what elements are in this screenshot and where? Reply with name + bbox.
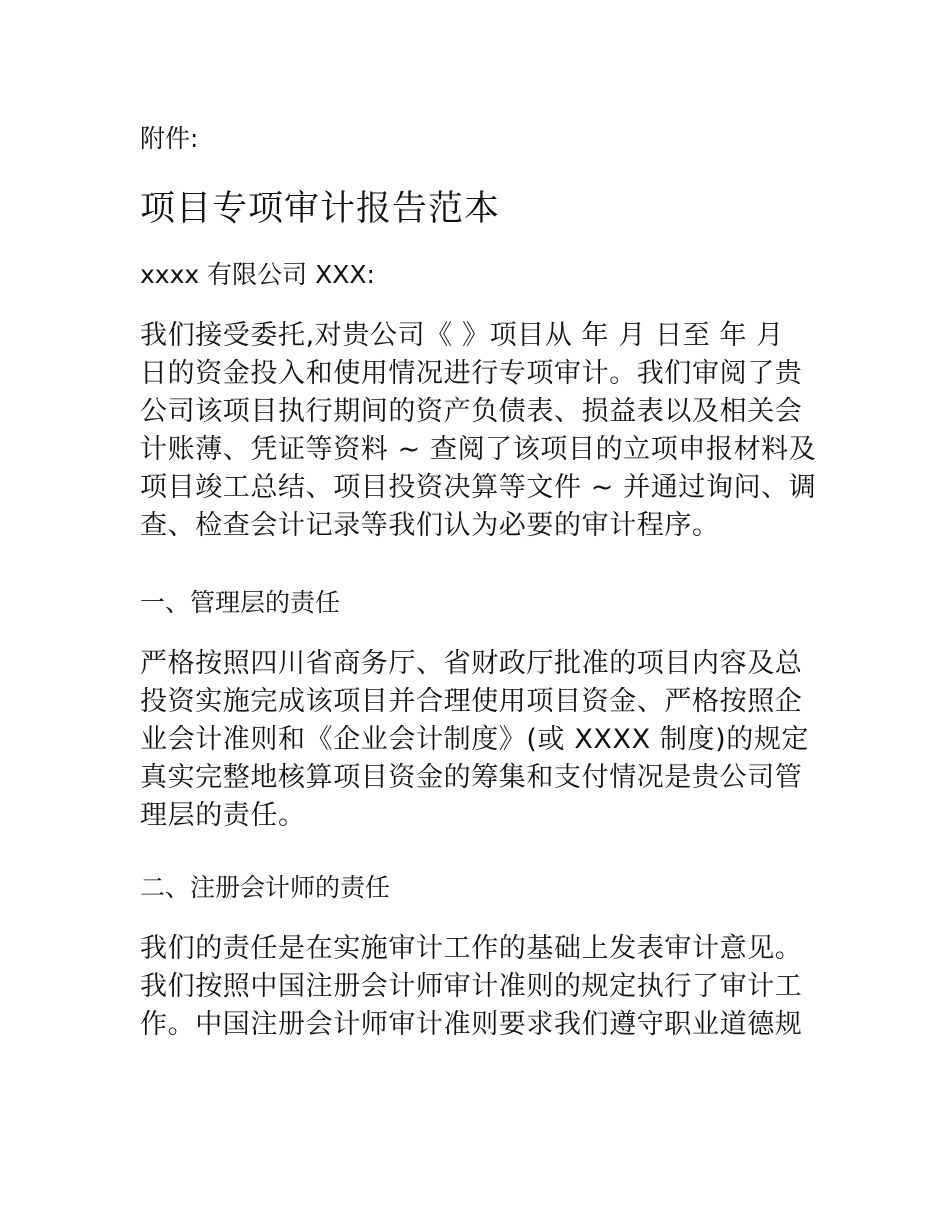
paragraph-line: 计账薄、凭证等资料 ~ 查阅了该项目的立项申报材料及 <box>140 434 817 465</box>
document-title: 项目专项审计报告范本 <box>140 189 501 229</box>
paragraph-line: 投资实施完成该项目并合理使用项目资金、严格按照企 <box>140 686 803 717</box>
paragraph-line: 日的资金投入和使用情况进行专项审计。我们审阅了贵 <box>140 358 803 389</box>
paragraph-line: 公司该项目执行期间的资产负债表、损益表以及相关会 <box>140 396 803 427</box>
paragraph-line: 业会计准则和《企业会计制度》(或 XXXX 制度)的规定 <box>140 724 810 755</box>
salutation: xxxx 有限公司 XXX: <box>140 260 375 289</box>
paragraph-engagement <box>140 317 816 545</box>
section-heading-cpa: 二、注册会计师的责任 <box>140 873 391 902</box>
paragraph-line: 严格按照四川省商务厅、省财政厅批准的项目内容及总 <box>140 648 803 679</box>
paragraph-line: 我们的责任是在实施审计工作的基础上发表审计意见。 <box>140 933 803 964</box>
paragraph-line: 真实完整地核算项目资金的筹集和支付情况是贵公司管 <box>140 762 803 793</box>
paragraph-line: 理层的责任。 <box>140 800 306 831</box>
paragraph-line: 作。中国注册会计师审计准则要求我们遵守职业道德规 <box>140 1009 803 1040</box>
section-heading-management: 一、管理层的责任 <box>140 588 341 617</box>
attachment-label: 附件: <box>140 124 199 153</box>
paragraph-line: 项目竣工总结、项目投资决算等文件 ~ 并通过询问、调 <box>140 472 817 503</box>
paragraph-line: 我们接受委托,对贵公司《 》项目从 年 月 日至 年 月 <box>140 320 784 351</box>
paragraph-line: 查、检查会计记录等我们认为必要的审计程序。 <box>140 510 720 541</box>
paragraph-management-responsibility <box>140 645 809 835</box>
paragraph-line: 我们按照中国注册会计师审计准则的规定执行了审计工 <box>140 971 803 1002</box>
paragraph-cpa-responsibility <box>140 930 802 1044</box>
